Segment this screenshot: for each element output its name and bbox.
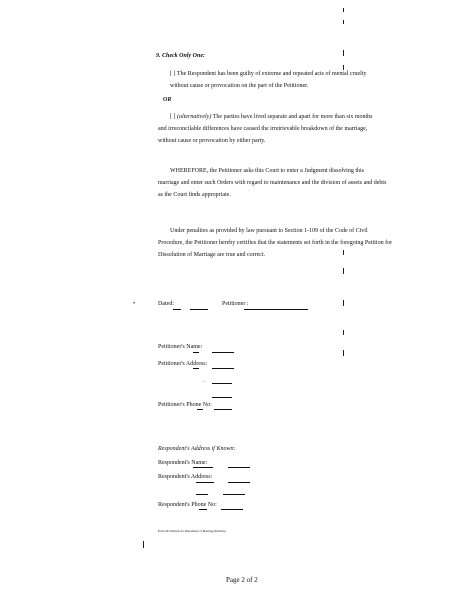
dated-field-line[interactable] bbox=[173, 309, 181, 310]
scan-edge-mark bbox=[343, 50, 344, 56]
petitioner-name-line-1[interactable] bbox=[193, 352, 199, 353]
section-number: 9. bbox=[156, 53, 161, 59]
petitioner-name-line-2[interactable] bbox=[212, 352, 234, 353]
scan-edge-mark bbox=[143, 541, 144, 548]
form-code: Form 201 Petition for Dissolution of Marriage (Petition) bbox=[158, 529, 226, 533]
or-separator: OR bbox=[163, 97, 172, 103]
option-2-label: (alternatively) bbox=[177, 114, 212, 120]
petitioner-address-line-3[interactable] bbox=[212, 383, 232, 384]
respondent-name-label: Respondent's Name: bbox=[158, 460, 208, 466]
page-number: Page 2 of 2 bbox=[226, 576, 258, 584]
option-2-text: The parties have lived separate and apart for more than six months bbox=[212, 114, 373, 120]
petitioner-signature-label: Petitioner : bbox=[222, 301, 249, 307]
dated-field-line[interactable] bbox=[190, 309, 208, 310]
scan-edge-mark bbox=[343, 268, 344, 274]
certification-line-2: Procedure, the Petitioner hereby certifies that the statements set forth in the foregoing Petition for bbox=[158, 240, 393, 246]
option-2-checkbox[interactable]: [ ] bbox=[170, 114, 176, 120]
wherefore-line-2: marriage and enter such Orders with regard to maintenance and the division of assets and debts bbox=[158, 180, 387, 186]
respondent-intro: Respondent's Address if Known: bbox=[158, 446, 236, 452]
respondent-address-line-1[interactable] bbox=[196, 482, 214, 483]
petitioner-phone-line-2[interactable] bbox=[214, 409, 232, 410]
respondent-address-line-2[interactable] bbox=[228, 482, 250, 483]
option-1-text: The Respondent has been guilty of extreme and repeated acts of mental cruelty bbox=[176, 71, 367, 77]
scan-edge-mark bbox=[343, 8, 344, 12]
option-2-line-2: and irreconcilable differences have caused the irretrievable breakdown of the marriage, bbox=[158, 126, 368, 132]
petitioner-phone-label: Petitioner's Phone No: bbox=[158, 402, 212, 408]
scan-edge-mark bbox=[343, 330, 344, 335]
option-1-checkbox[interactable]: [ ] bbox=[170, 71, 176, 77]
petitioner-name-label: Petitioner's Name: bbox=[158, 344, 203, 350]
petitioner-address-label: Petitioner's Address: bbox=[158, 361, 208, 367]
certification-line-1: Under penalties as provided by law pursuant to Section 1-109 of the Code of Civil bbox=[170, 228, 368, 234]
wherefore-line-1: WHEREFORE, the Petitioner asks this Court to enter a Judgment dissolving this bbox=[170, 168, 364, 174]
respondent-phone-line-1[interactable] bbox=[199, 509, 207, 510]
respondent-address-line-4[interactable] bbox=[223, 494, 245, 495]
wherefore-line-3: as the Court finds appropriate. bbox=[158, 192, 231, 198]
petitioner-signature-line[interactable] bbox=[244, 309, 308, 310]
scan-edge-mark bbox=[343, 300, 344, 306]
respondent-phone-line-2[interactable] bbox=[221, 509, 243, 510]
petitioner-address-line-4[interactable] bbox=[212, 397, 232, 398]
scan-edge-mark bbox=[343, 350, 344, 356]
option-2-line-1 bbox=[170, 113, 373, 121]
respondent-address-line-3[interactable] bbox=[196, 494, 208, 495]
scan-edge-mark bbox=[343, 250, 344, 255]
respondent-name-line-2[interactable] bbox=[228, 467, 250, 468]
section-heading bbox=[156, 52, 205, 60]
petitioner-address-line-2[interactable] bbox=[212, 368, 234, 369]
option-1-line-1 bbox=[170, 70, 367, 78]
petitioner-phone-line-1[interactable] bbox=[197, 409, 203, 410]
certification-line-3: Dissolution of Marriage are true and correct. bbox=[158, 252, 266, 258]
option-2-line-3: without cause or provocation by either party. bbox=[158, 138, 266, 144]
petitioner-address-line-1[interactable] bbox=[193, 368, 199, 369]
respondent-phone-label: Respondent's Phone No: bbox=[158, 502, 217, 508]
option-1-line-2: without cause or provocation on the part of the Petitioner. bbox=[170, 83, 309, 89]
respondent-name-line-1[interactable] bbox=[193, 467, 213, 468]
address-separator-mark: . bbox=[203, 378, 205, 384]
section-heading-text: Check Only One: bbox=[162, 53, 205, 59]
dated-label: Dated: bbox=[158, 301, 174, 307]
scan-edge-mark bbox=[343, 20, 344, 24]
respondent-address-label: Respondent's Address: bbox=[158, 474, 213, 480]
bullet-mark: • bbox=[133, 301, 136, 307]
